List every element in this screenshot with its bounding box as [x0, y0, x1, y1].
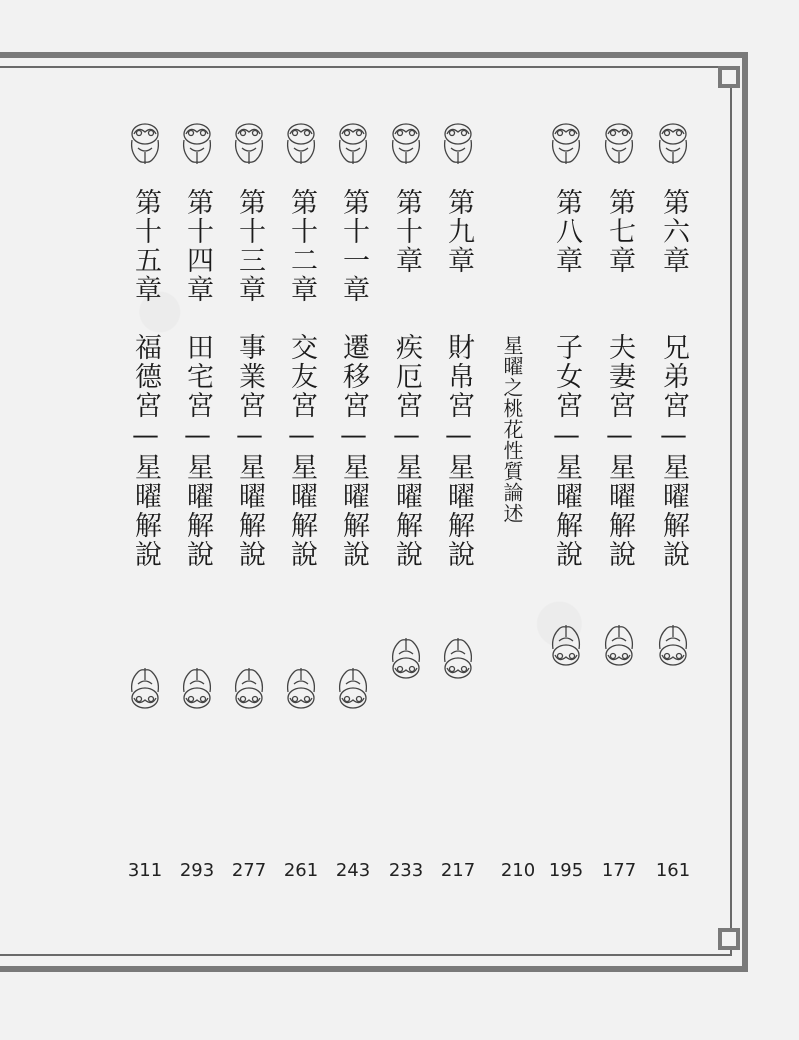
ornament-top-icon	[437, 118, 479, 174]
toc-entry[interactable]	[437, 118, 479, 569]
corner-ornament-top-right	[718, 66, 740, 88]
ornament-bottom-icon	[385, 628, 427, 684]
toc-entry[interactable]	[652, 118, 694, 569]
ornament-bottom-icon	[598, 615, 640, 671]
page-number: 210	[500, 860, 536, 881]
page-number: 177	[601, 860, 637, 881]
chapter-label: 第八章	[551, 188, 582, 275]
ornament-top-icon	[124, 118, 166, 174]
chapter-title: 兄弟宮—星曜解說	[658, 333, 689, 569]
page-number: 243	[335, 860, 371, 881]
chapter-label: 第十三章	[234, 188, 265, 304]
ornament-bottom-icon	[280, 658, 322, 714]
chapter-label: 第十四章	[182, 188, 213, 304]
chapter-label: 第十五章	[130, 188, 161, 304]
ornament-bottom-icon	[332, 658, 374, 714]
ornament-top-icon	[176, 118, 218, 174]
chapter-title: 夫妻宮—星曜解說	[604, 333, 635, 569]
page-number: 161	[655, 860, 691, 881]
chapter-label: 第十一章	[338, 188, 369, 304]
toc-entry[interactable]	[176, 118, 218, 569]
chapter-title: 事業宮—星曜解說	[234, 333, 265, 569]
toc-entry-subtitle[interactable]: 星曜之桃花性質論述	[500, 335, 524, 524]
ornament-top-icon	[385, 118, 427, 174]
chapter-label: 第七章	[604, 188, 635, 275]
ornament-bottom-icon	[545, 615, 587, 671]
chapter-title: 交友宮—星曜解說	[286, 333, 317, 569]
toc-entry[interactable]	[228, 118, 270, 569]
ornament-top-icon	[332, 118, 374, 174]
toc-entry[interactable]	[598, 118, 640, 569]
page-number: 293	[179, 860, 215, 881]
chapter-label: 第九章	[443, 188, 474, 275]
ornament-bottom-icon	[124, 658, 166, 714]
page-number: 233	[388, 860, 424, 881]
page-number: 195	[548, 860, 584, 881]
chapter-title: 子女宮—星曜解說	[551, 333, 582, 569]
corner-ornament-bottom-right	[718, 928, 740, 950]
page-number: 217	[440, 860, 476, 881]
ornament-top-icon	[598, 118, 640, 174]
toc-entry[interactable]	[385, 118, 427, 569]
chapter-title: 田宅宮—星曜解說	[182, 333, 213, 569]
chapter-label: 第十章	[391, 188, 422, 275]
toc-entry[interactable]	[332, 118, 374, 569]
toc-entry[interactable]	[280, 118, 322, 569]
chapter-label: 第六章	[658, 188, 689, 275]
page-number: 277	[231, 860, 267, 881]
ornament-top-icon	[545, 118, 587, 174]
ornament-bottom-icon	[228, 658, 270, 714]
toc-entry[interactable]	[545, 118, 587, 569]
ornament-top-icon	[280, 118, 322, 174]
toc-entry[interactable]	[124, 118, 166, 569]
chapter-title: 遷移宮—星曜解說	[338, 333, 369, 569]
ornament-bottom-icon	[437, 628, 479, 684]
chapter-title: 疾厄宮—星曜解說	[391, 333, 422, 569]
chapter-title: 財帛宮—星曜解說	[443, 333, 474, 569]
ornament-bottom-icon	[176, 658, 218, 714]
ornament-top-icon	[652, 118, 694, 174]
page-number: 311	[127, 860, 163, 881]
ornament-top-icon	[228, 118, 270, 174]
chapter-title: 福德宮—星曜解說	[130, 333, 161, 569]
page-number: 261	[283, 860, 319, 881]
chapter-label: 第十二章	[286, 188, 317, 304]
ornament-bottom-icon	[652, 615, 694, 671]
